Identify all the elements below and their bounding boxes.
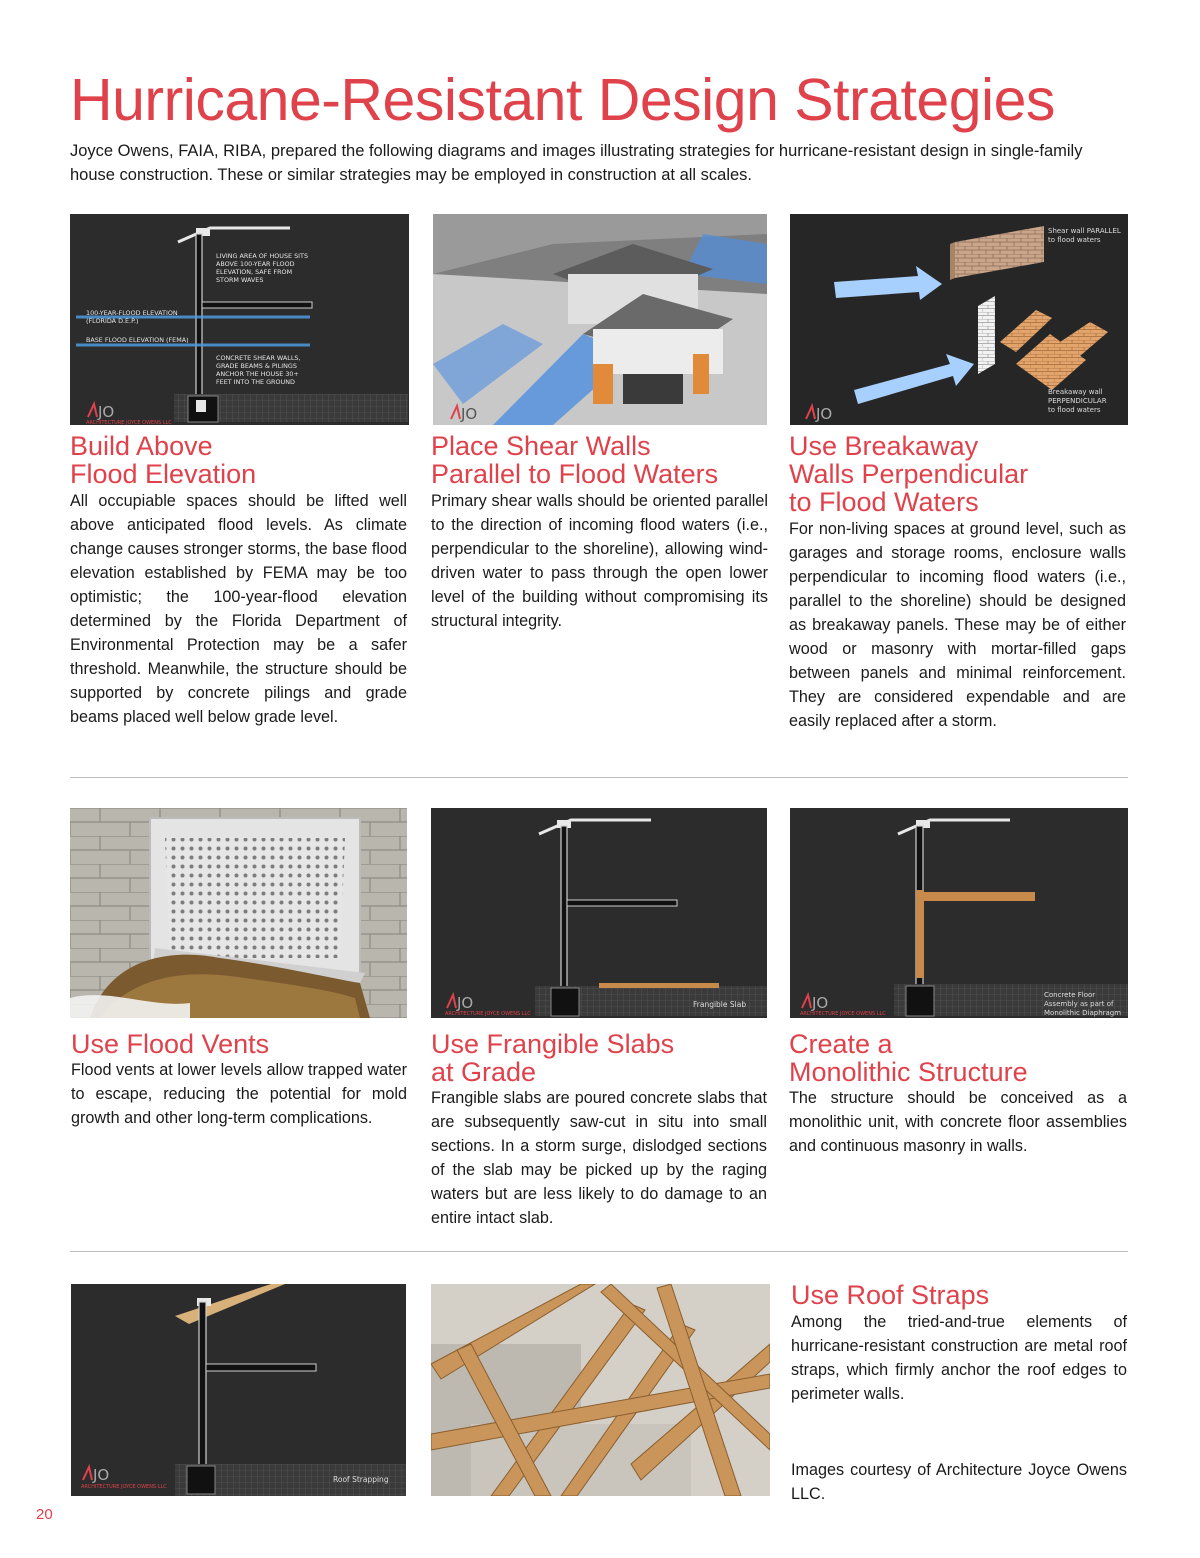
label-breakaway-3: to flood waters bbox=[1048, 406, 1101, 414]
svg-text:ARCHITECTURE JOYCE OWENS LLC: ARCHITECTURE JOYCE OWENS LLC bbox=[81, 1484, 167, 1490]
section-body-roof-straps: Among the tried-and-true elements of hurricane-resistant construction are metal roof straps, which firmly anchor the roof edges to perimeter walls. bbox=[791, 1313, 1127, 1403]
frangible-slab-diagram bbox=[431, 808, 767, 1018]
label-breakaway-2: PERPENDICULAR bbox=[1048, 397, 1107, 405]
label-concrete-4: FEET INTO THE GROUND bbox=[216, 378, 295, 386]
page-title: Hurricane-Resistant Design Strategies bbox=[70, 67, 1055, 133]
section-heading-monolithic: Create a Monolithic Structure bbox=[789, 1029, 1028, 1087]
label-living-2: ABOVE 100-YEAR FLOOD bbox=[216, 260, 295, 268]
flood-vent-photo bbox=[70, 808, 407, 1018]
section-body-frangible-slabs: Frangible slabs are poured concrete slabs that are subsequently saw-cut in situ into small sections. In a storm surge, dislodged sections of the slab may be picked up by the raging waters but are less likely to do damage to an entire intact slab. bbox=[431, 1089, 767, 1227]
monolithic-structure-diagram bbox=[790, 808, 1128, 1018]
svg-text:JO: JO bbox=[93, 1466, 110, 1484]
section-heading-flood-vents: Use Flood Vents bbox=[71, 1029, 270, 1059]
label-shear-parallel-1: Shear wall PARALLEL bbox=[1048, 227, 1121, 235]
section-heading-breakaway-walls: Use Breakaway Walls Perpendicular to Flood Waters bbox=[789, 431, 1029, 517]
label-shear-parallel-2: to flood waters bbox=[1048, 236, 1101, 244]
page-number: 20 bbox=[36, 1506, 53, 1523]
roof-caption: Roof Strapping bbox=[333, 1475, 389, 1484]
label-living-3: ELEVATION, SAFE FROM bbox=[216, 268, 293, 276]
section-body-monolithic: The structure should be conceived as a monolithic unit, with concrete floor assemblies and continuous masonry in walls. bbox=[789, 1089, 1127, 1155]
svg-text:JO: JO bbox=[461, 405, 478, 423]
label-living-1: LIVING AREA OF HOUSE SITS bbox=[216, 252, 308, 260]
monolithic-caption-2: Assembly as part of bbox=[1044, 1000, 1114, 1008]
label-living-4: STORM WAVES bbox=[216, 276, 264, 284]
roof-trusses-photo bbox=[431, 1284, 770, 1496]
svg-text:JO: JO bbox=[98, 403, 115, 421]
aerial-house-photo bbox=[433, 214, 767, 425]
label-100yr-2: (FLORIDA D.E.P.) bbox=[86, 317, 139, 325]
section-body-breakaway-walls: For non-living spaces at ground level, such as garages and storage rooms, enclosure walls perpendicular to incoming flood waters (i.e., parallel to the shoreline) should be designed as breakaway panels. These may be of either wood or masonry with mortar-filled gaps between panels and minimal reinforcement. They are considered expendable and are easily replaced after a storm. bbox=[789, 520, 1126, 730]
section-heading-flood-elevation: Build Above Flood Elevation bbox=[70, 431, 257, 489]
section-body-shear-walls: Primary shear walls should be oriented parallel to the direction of incoming flood waters (i.e., perpendicular to the shoreline), allowing wind-driven water to pass through the open lower level of the building without compromising its structural integrity. bbox=[431, 492, 768, 630]
flood-elevation-diagram bbox=[70, 214, 409, 425]
monolithic-caption-1: Concrete Floor bbox=[1044, 991, 1096, 999]
roof-strapping-diagram bbox=[71, 1284, 406, 1496]
svg-text:ARCHITECTURE JOYCE OWENS LLC: ARCHITECTURE JOYCE OWENS LLC bbox=[86, 420, 172, 425]
intro-paragraph: Joyce Owens, FAIA, RIBA, prepared the following diagrams and images illustrating strategies for hurricane-resistant design in single-family house construction. These or similar strategies may be employed in construction at all scales. bbox=[70, 142, 1083, 184]
svg-text:JO: JO bbox=[812, 994, 829, 1012]
label-concrete-1: CONCRETE SHEAR WALLS, bbox=[216, 354, 301, 362]
label-breakaway-1: Breakaway wall bbox=[1048, 388, 1103, 396]
frangible-caption: Frangible Slab bbox=[693, 1000, 747, 1009]
divider-1 bbox=[70, 777, 1128, 778]
monolithic-caption-3: Monolithic Diaphragm bbox=[1044, 1009, 1122, 1017]
image-credit: Images courtesy of Architecture Joyce Owens LLC. bbox=[791, 1461, 1127, 1503]
section-body-flood-elevation: All occupiable spaces should be lifted well above anticipated flood levels. As climate change causes stronger storms, the base flood elevation established by FEMA may be too optimistic; the 100-year-flood elevation determined by the Florida Department of Environmental Protection may be a safer threshold. Meanwhile, the structure should be supported by concrete pilings and grade beams placed well below grade level. bbox=[70, 492, 407, 726]
shear-wall-render bbox=[790, 214, 1128, 425]
section-heading-roof-straps: Use Roof Straps bbox=[791, 1280, 990, 1310]
svg-text:ARCHITECTURE JOYCE OWENS LLC: ARCHITECTURE JOYCE OWENS LLC bbox=[445, 1011, 531, 1017]
label-concrete-3: ANCHOR THE HOUSE 30+ bbox=[216, 370, 299, 378]
section-heading-frangible-slabs: Use Frangible Slabs at Grade bbox=[431, 1029, 675, 1087]
svg-text:ARCHITECTURE JOYCE OWENS LLC: ARCHITECTURE JOYCE OWENS LLC bbox=[800, 1011, 886, 1017]
label-bfe: BASE FLOOD ELEVATION (FEMA) bbox=[86, 336, 189, 344]
section-heading-shear-walls: Place Shear Walls Parallel to Flood Waters bbox=[431, 431, 719, 489]
label-concrete-2: GRADE BEAMS & PILINGS bbox=[216, 362, 297, 370]
svg-text:JO: JO bbox=[816, 405, 833, 423]
divider-2 bbox=[70, 1251, 1128, 1252]
label-100yr-1: 100-YEAR-FLOOD ELEVATION bbox=[86, 309, 178, 317]
section-body-flood-vents: Flood vents at lower levels allow trapped water to escape, reducing the potential for mold growth and other long-term complications. bbox=[71, 1061, 407, 1127]
svg-text:JO: JO bbox=[457, 994, 474, 1012]
